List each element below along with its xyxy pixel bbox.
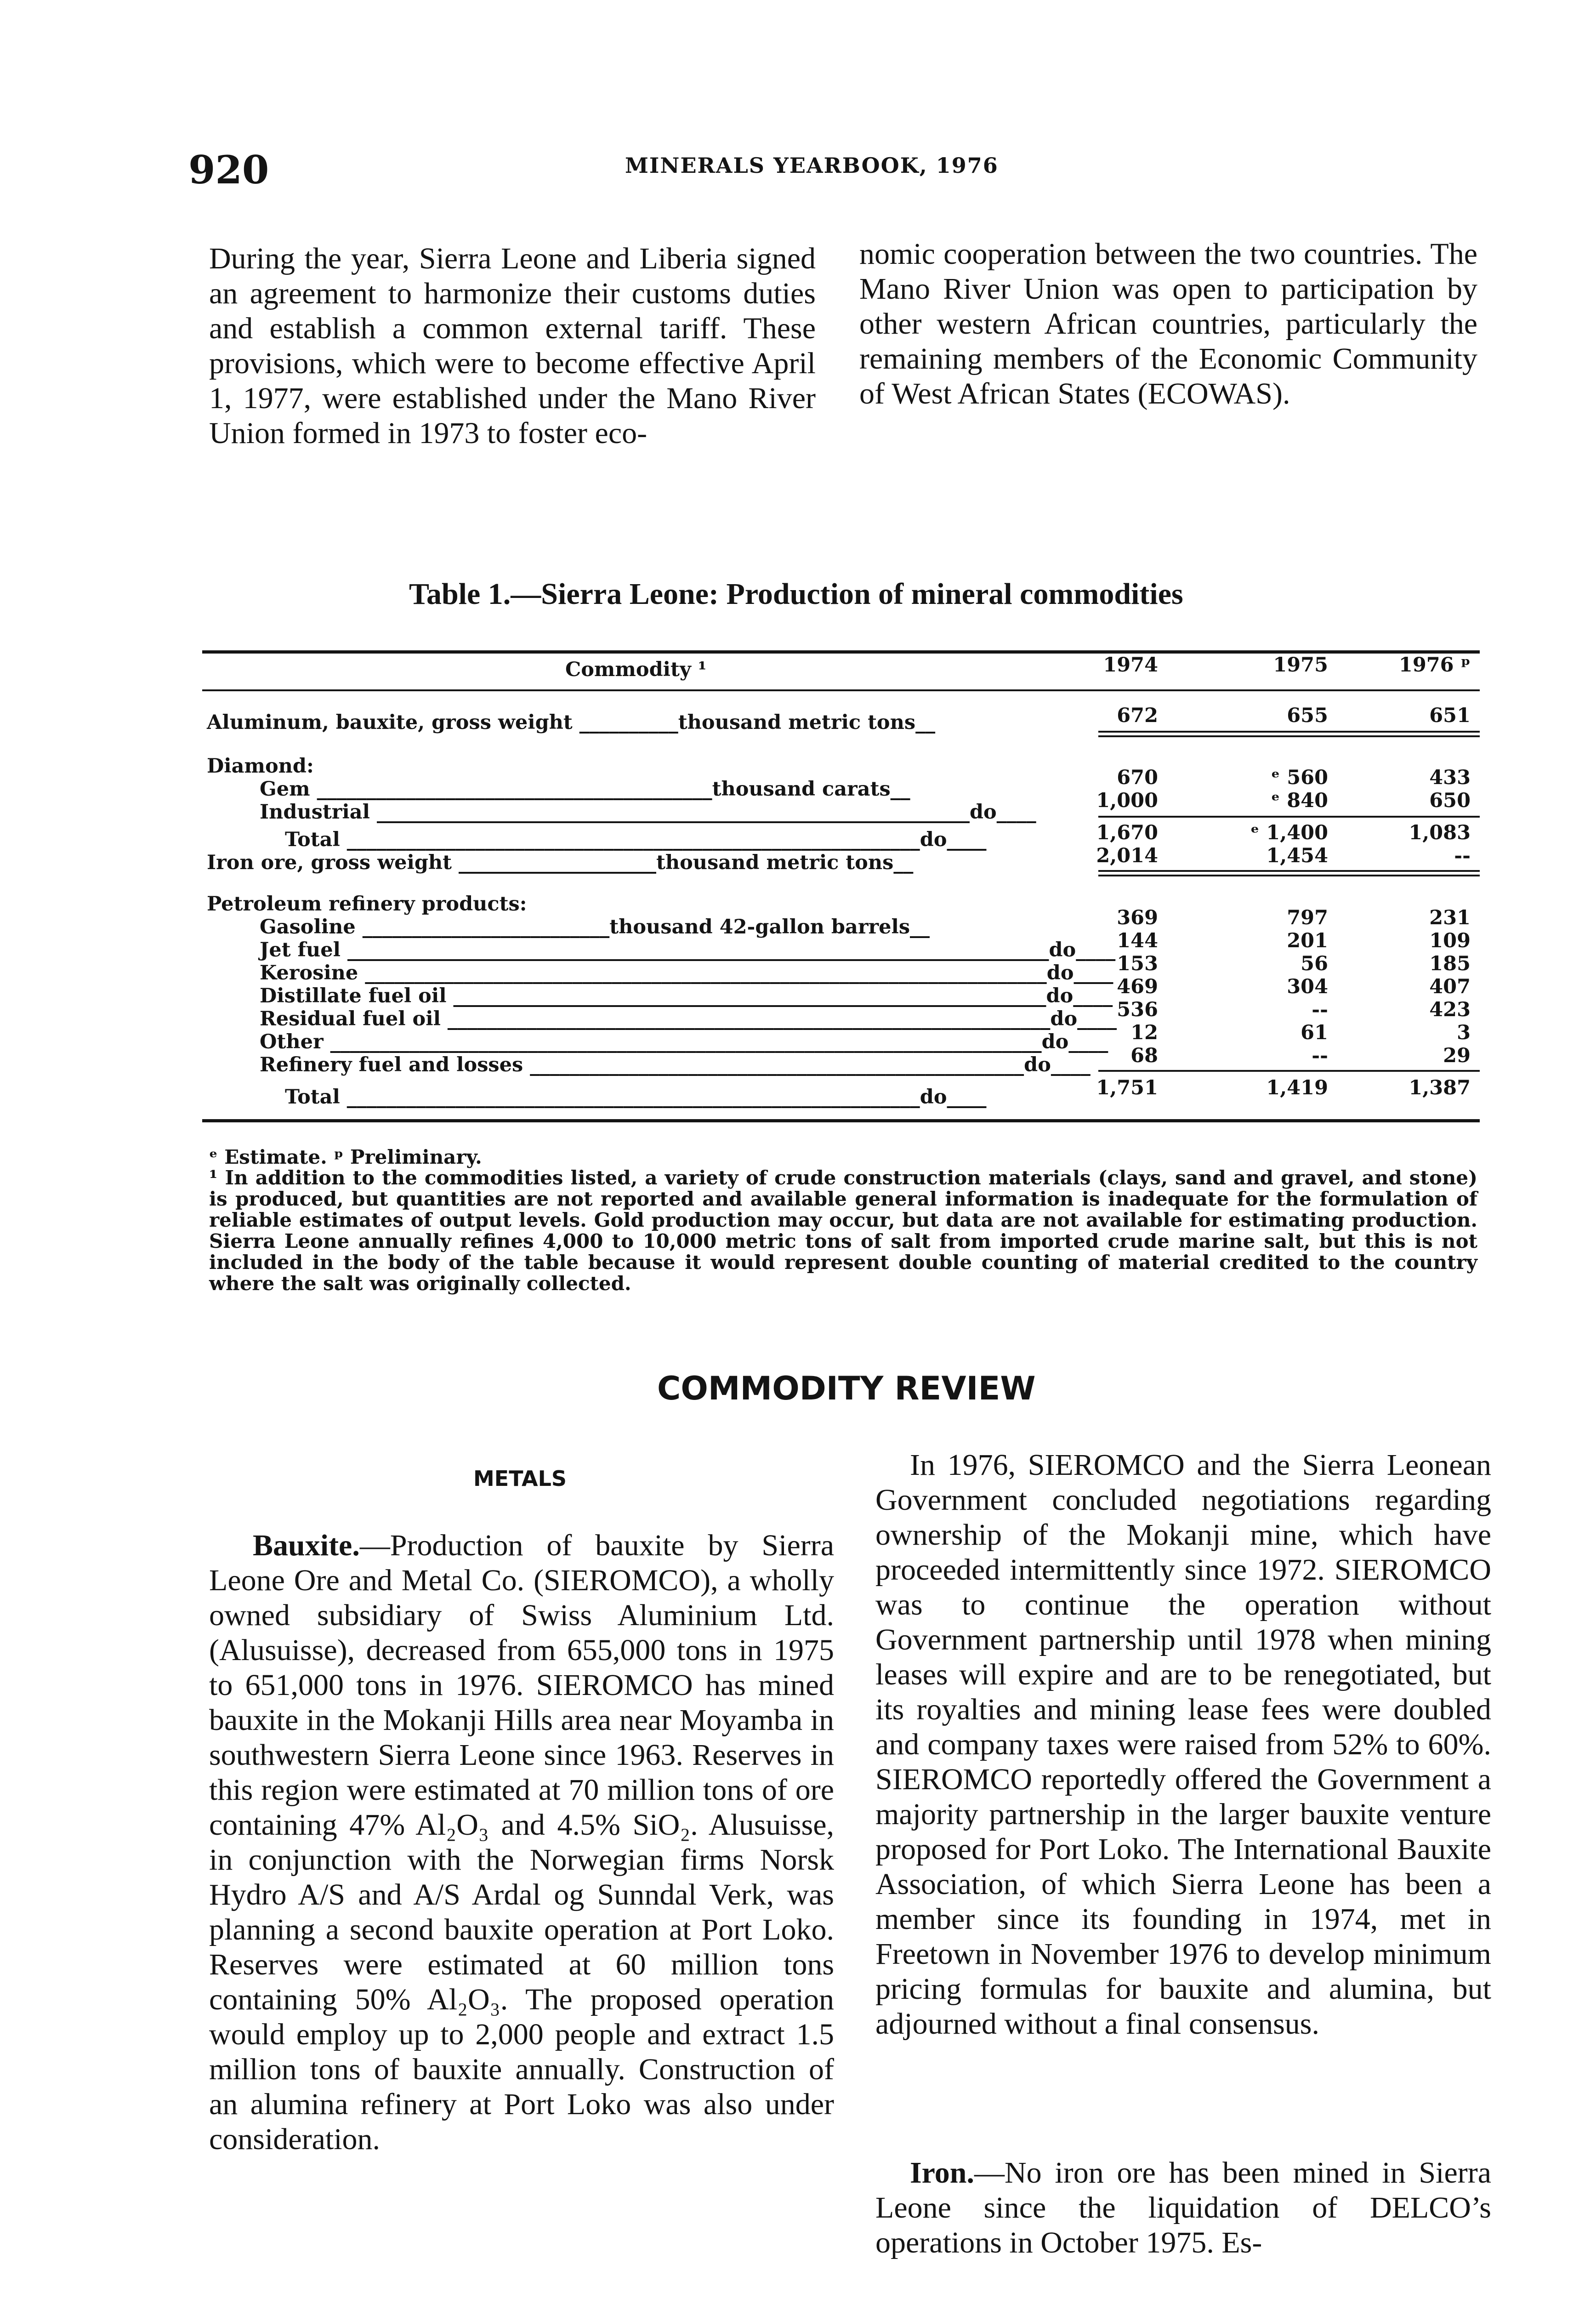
table-cell: 1,083 — [1409, 821, 1471, 844]
table-cell: 651 — [1429, 704, 1471, 727]
header-1976: 1976 ᵖ — [1398, 654, 1471, 677]
bauxite-paragraph: Bauxite.—Production of bauxite by Sierra Leone Ore and Metal Co. (SIEROMCO), a wholly owned subsidiary of Swiss Aluminium Ltd. (Alusuisse), decreased from 655,000 tons in 1975 to 651,000 tons in 1976. SIEROMCO has mined bauxite in the Mokanji Hills area near Moyamba in southwestern Sierra Leone since 1963. Reserves in this region were estimated at 70 million tons of ore containing 47% Al₂O₃ and 4.5% SiO₂. Alusuisse, in conjunction with the Norwegian firms Norsk Hydro A/S and A/S Ardal og Sunndal Verk, was planning a second bauxite operation at Port Loko. Reserves were estimated at 60 million tons containing 50% Al₂O₃. The proposed operation would employ up to 2,000 people and extract 1.5 million tons of bauxite annually. Construction of an alumina refinery at Port Loko was also under consideration. — [209, 1529, 834, 2156]
table-cell: 231 — [1429, 906, 1471, 929]
table-cell: 433 — [1429, 766, 1471, 789]
table-cell: -- — [1312, 1044, 1328, 1067]
column-rule — [1098, 735, 1480, 737]
metals-subheading: METALS — [473, 1466, 567, 1491]
table-row-label: Distillate fuel oil ____________________________________________________________do____ — [260, 984, 1113, 1007]
table-cell: 304 — [1287, 975, 1328, 998]
table-cell: 12 — [1130, 1021, 1158, 1044]
table-cell: ᵉ 1,400 — [1250, 821, 1328, 844]
table-row-label: Industrial ____________________________________________________________do____ — [260, 801, 1036, 824]
table-cell: 153 — [1117, 952, 1158, 975]
table-cell: ᵉ 560 — [1271, 766, 1328, 789]
table-cell: -- — [1454, 844, 1471, 867]
table-cell: 423 — [1429, 998, 1471, 1021]
table-cell: 369 — [1117, 906, 1158, 929]
table-cell: 1,000 — [1096, 789, 1158, 812]
column-rule — [1098, 1070, 1480, 1072]
table-cell: 68 — [1130, 1044, 1158, 1067]
table-row-label: Jet fuel _______________________________________________________________________do____ — [260, 939, 1116, 961]
table-row-label: Residual fuel oil _____________________________________________________________do____ — [260, 1007, 1117, 1030]
table-cell: 3 — [1457, 1021, 1471, 1044]
table-cell: 144 — [1117, 929, 1158, 952]
table-cell: 56 — [1301, 952, 1328, 975]
column-rule — [1098, 816, 1480, 818]
table-cell: 670 — [1117, 766, 1158, 789]
bauxite-run-in: Bauxite. — [253, 1529, 360, 1562]
iron-paragraph: Iron.—No iron ore has been mined in Sierra Leone since the liquidation of DELCO’s operations in October 1975. Es- — [875, 2156, 1491, 2259]
footnote-symbols: ᵉ Estimate. ᵖ Preliminary. — [209, 1146, 482, 1168]
iron-run-in: Iron. — [910, 2156, 974, 2190]
table-cell: 797 — [1287, 906, 1328, 929]
table-cell: 469 — [1117, 975, 1158, 998]
table-row-label: Iron ore, gross weight ____________________thousand metric tons__ — [207, 851, 914, 874]
table-cell: 1,419 — [1266, 1076, 1328, 1099]
table-header-rule — [202, 689, 1480, 691]
table-cell: 672 — [1117, 704, 1158, 727]
table-group-label: Petroleum refinery products: — [207, 893, 527, 916]
page-number: 920 — [188, 147, 269, 193]
table-cell: 109 — [1429, 929, 1471, 952]
header-1975: 1975 — [1273, 654, 1328, 677]
table-row-label: Gasoline _________________________thousand 42-gallon barrels__ — [260, 916, 930, 939]
table-row-label: Refinery fuel and losses __________________________________________________do____ — [260, 1053, 1091, 1076]
table-cell: 61 — [1301, 1021, 1328, 1044]
running-title: MINERALS YEARBOOK, 1976 — [625, 153, 999, 178]
table-row-label: Total __________________________________________________________do____ — [285, 828, 987, 851]
table-cell: 1,670 — [1096, 821, 1158, 844]
table-cell: 201 — [1287, 929, 1328, 952]
table-cell: 2,014 — [1096, 844, 1158, 867]
column-rule — [1098, 870, 1480, 872]
table-row-label: Total __________________________________________________________do____ — [285, 1086, 987, 1109]
table-cell: -- — [1312, 998, 1328, 1021]
footnote-1: ¹ In addition to the commodities listed, a variety of crude construction materials (clays, sand and gravel, and stone) is produced, but quantities are not reported and available general information is inadequate for the formulation of reliable estimates of output levels. Gold production may occur, but data are not available for estimating production. Sierra Leone annually refines 4,000 to 10,000 metric tons of salt from imported crude marine salt, but this is not included in the body of the table because it would represent double counting of material credited to the country where the salt was originally collected. — [209, 1166, 1477, 1295]
intro-paragraph-left: During the year, Sierra Leone and Liberia signed an agreement to harmonize their customs duties and establish a common external tariff. These provisions, which were to become effective April 1, 1977, were established under the Mano River Union formed in 1973 to foster eco- — [209, 242, 816, 450]
column-rule — [1098, 875, 1480, 876]
table-bottom-rule — [202, 1119, 1480, 1122]
table-row-label: Gem ________________________________________thousand carats__ — [260, 778, 910, 801]
header-1974: 1974 — [1103, 654, 1158, 677]
column-rule — [1098, 731, 1480, 733]
table-row-label: Other ________________________________________________________________________do____ — [260, 1030, 1108, 1053]
table-cell: 650 — [1429, 789, 1471, 812]
table-group-label: Diamond: — [207, 755, 314, 778]
table-cell: 655 — [1287, 704, 1328, 727]
table-title: Table 1.—Sierra Leone: Production of mineral commodities — [409, 577, 1183, 611]
table-cell: 536 — [1117, 998, 1158, 1021]
table-row-label: Kerosine _____________________________________________________________________do____ — [260, 961, 1113, 984]
table-cell: 1,454 — [1266, 844, 1328, 867]
table-row-label: Aluminum, bauxite, gross weight __________thousand metric tons__ — [207, 711, 936, 734]
table-cell: ᵉ 840 — [1271, 789, 1328, 812]
section-heading: COMMODITY REVIEW — [657, 1370, 1036, 1407]
table-cell: 29 — [1443, 1044, 1471, 1067]
table-cell: 407 — [1429, 975, 1471, 998]
negotiations-paragraph: In 1976, SIEROMCO and the Sierra Leonean Government concluded negotiations regarding ownership of the Mokanji mine, which have proceeded intermittently since 1972. SIEROMCO was to continue the operation without Government partnership until 1978 when mining leases will expire and are to be renegotiated, but its royalties and mining lease fees were doubled and company taxes were raised from 52% to 60%. SIEROMCO reportedly offered the Government a majority partnership in the larger bauxite venture proposed for Port Loko. The International Bauxite Association, of which Sierra Leone has been a member since its founding in 1974, met in Freetown in November 1976 to develop minimum pricing formulas for bauxite and alumina, but adjourned without a final consensus. — [875, 1448, 1491, 2041]
intro-paragraph-right: nomic cooperation between the two countries. The Mano River Union was open to participation by other western African countries, particularly the remaining members of the Economic Community of West African States (ECOWAS). — [859, 237, 1477, 410]
table-cell: 1,387 — [1409, 1076, 1471, 1099]
table-cell: 185 — [1429, 952, 1471, 975]
header-commodity: Commodity ¹ — [565, 658, 707, 681]
table-cell: 1,751 — [1096, 1076, 1158, 1099]
